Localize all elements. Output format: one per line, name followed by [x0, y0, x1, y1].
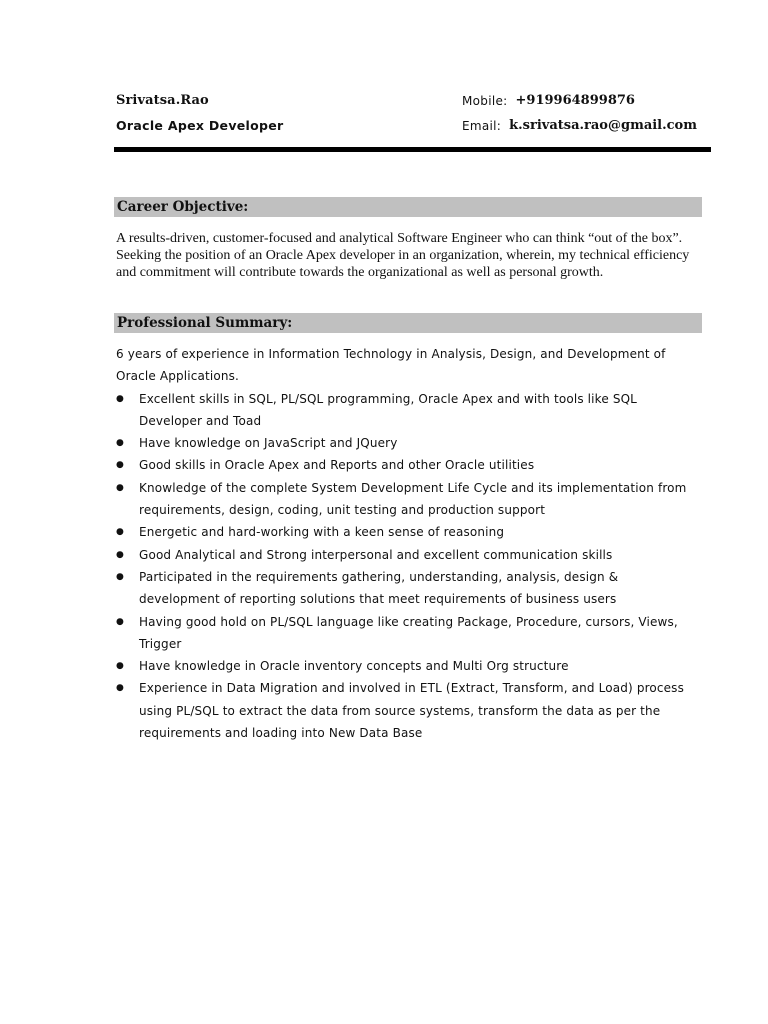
list-item-text: Have knowledge in Oracle inventory concepts and Multi Org structure — [139, 659, 569, 674]
list-item — [116, 677, 696, 744]
list-item — [116, 432, 696, 454]
bullet-icon: ● — [116, 549, 125, 560]
header-identity — [116, 88, 416, 138]
email-label: Email: — [462, 118, 502, 133]
professional-summary — [116, 343, 696, 744]
mobile-row — [462, 88, 722, 113]
header-contact — [462, 88, 722, 138]
bullet-icon: ● — [116, 527, 125, 538]
list-item-text: Good skills in Oracle Apex and Reports and other Oracle utilities — [139, 458, 535, 473]
candidate-name: Srivatsa.Rao — [116, 93, 209, 108]
summary-bullet-list — [116, 388, 696, 745]
bullet-icon: ● — [116, 460, 125, 471]
email-row — [462, 113, 722, 138]
list-item-text: Having good hold on PL/SQL language like creating Package, Procedure, cursors, Views, Trigger — [139, 614, 678, 651]
bullet-icon: ● — [116, 482, 125, 493]
list-item-text: Experience in Data Migration and involved in ETL (Extract, Transform, and Load) process using PL/SQL to extract the data from source systems, transform the data as per the requirements and loading into New Data Base — [139, 681, 684, 741]
list-item — [116, 655, 696, 677]
header-divider — [114, 147, 711, 152]
career-objective-heading — [114, 197, 702, 217]
list-item — [116, 611, 696, 656]
list-item — [116, 454, 696, 476]
candidate-role: Oracle Apex Developer — [116, 118, 284, 133]
list-item-text: Energetic and hard-working with a keen sense of reasoning — [139, 525, 505, 540]
list-item-text: Have knowledge on JavaScript and JQuery — [139, 436, 398, 451]
career-objective-heading-text: Career Objective: — [117, 199, 249, 215]
bullet-icon: ● — [116, 661, 125, 672]
professional-summary-heading-text: Professional Summary: — [117, 315, 293, 331]
email-address: k.srivatsa.rao@gmail.com — [509, 118, 697, 133]
bullet-icon: ● — [116, 393, 125, 404]
bullet-icon: ● — [116, 616, 125, 627]
list-item-text: Good Analytical and Strong interpersonal and excellent communication skills — [139, 547, 613, 562]
professional-summary-heading — [114, 313, 702, 333]
list-item — [116, 477, 696, 522]
list-item — [116, 544, 696, 566]
bullet-icon: ● — [116, 438, 125, 449]
list-item — [116, 566, 696, 611]
list-item-text: Knowledge of the complete System Development Life Cycle and its implementation from requirements, design, coding, unit testing and production support — [139, 480, 687, 518]
career-objective-text: A results-driven, customer-focused and analytical Software Engineer who can think “out of the box”. Seeking the position of an Oracle Apex developer in an organization, wherein, my technical efficiency and commitment will contribute towards the organizational as well as personal growth. — [116, 231, 690, 280]
bullet-icon: ● — [116, 571, 125, 582]
bullet-icon: ● — [116, 683, 125, 694]
summary-intro: 6 years of experience in Information Technology in Analysis, Design, and Development of Oracle Applications. — [116, 347, 666, 384]
mobile-label: Mobile: — [462, 93, 508, 108]
list-item — [116, 388, 696, 433]
mobile-number: +919964899876 — [515, 93, 635, 108]
list-item — [116, 521, 696, 543]
list-item-text: Excellent skills in SQL, PL/SQL programming, Oracle Apex and with tools like SQL Developer and Toad — [139, 391, 638, 428]
list-item-text: Participated in the requirements gathering, understanding, analysis, design & development of reporting solutions that meet requirements of business users — [139, 569, 619, 607]
